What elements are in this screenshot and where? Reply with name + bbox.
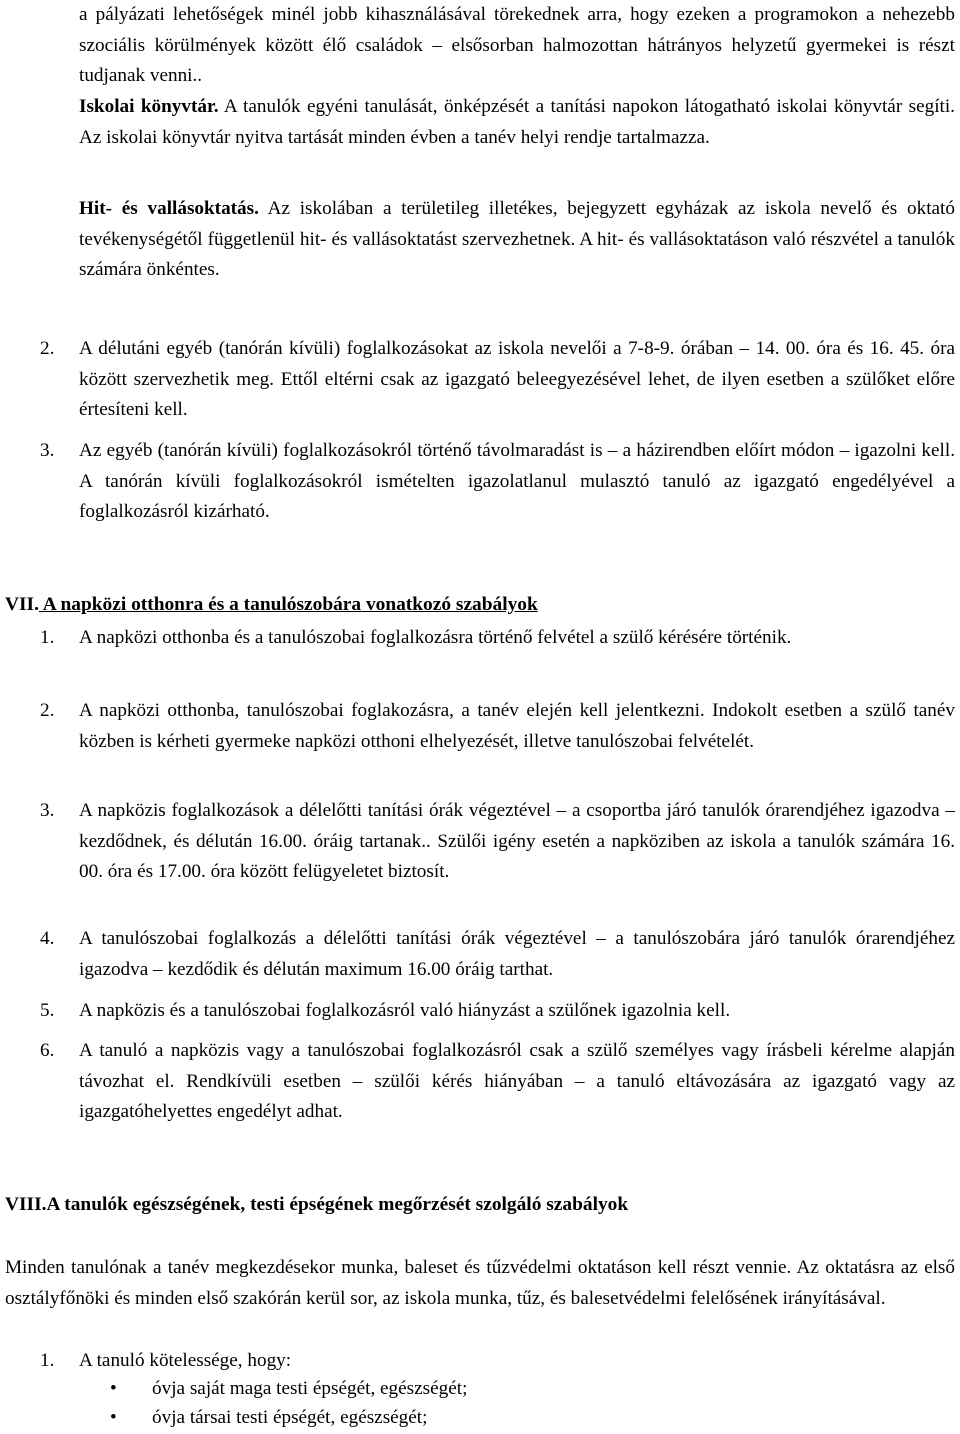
section-vii-title: A napközi otthonra és a tanulószobára vonatkozó szabályok <box>38 594 538 615</box>
bullet-text: óvja saját maga testi épségét, egészségét; <box>152 1378 468 1399</box>
list-number: 2. <box>40 338 55 359</box>
bullet-icon: • <box>110 1378 117 1399</box>
section-viii-intro: Minden tanulónak a tanév megkezdésekor munka, baleset és tűzvédelmi oktatáson kell részt vennie. Az oktatásra az első osztályfőnöki és minden első szakórán kerül sor, az iskola munka, tűz, és balesetvédelmi felelősének irányításával. <box>5 1257 955 1309</box>
section-viii-heading: VIII.A tanulók egészségének, testi épségének megőrzését szolgáló szabályok <box>5 1194 629 1215</box>
continuation-paragraph <box>79 0 955 92</box>
list-item-text: A tanuló a napközis vagy a tanulószobai foglalkozásról csak a szülő személyes vagy írásbeli kérelme alapján távozhat el. Rendkívüli esetben – szülői kérés hiányában – a tanuló eltávozására az igazgató vagy az igazgatóhelyettes engedélyt adhat. <box>79 1040 955 1123</box>
list-number: 5. <box>40 1000 55 1021</box>
list-number: 6. <box>40 1040 55 1061</box>
bullet-text: óvja társai testi épségét, egészségét; <box>152 1407 428 1428</box>
list-item-text: A napközis foglalkozások a délelőtti tanítási órák végeztével – a csoportba járó tanulók órarendjéhez igazodva – kezdődnek, és délután 16.00. óráig tartanak.. Szülői igény esetén a napköziben az iskola a tanulók számára 16. 00. óra és 17.00. óra között felügyeletet biztosít. <box>79 800 955 883</box>
section-vii-roman: VII. <box>5 594 39 615</box>
continuation-text: a pályázati lehetőségek minél jobb kihasználásával törekednek arra, hogy ezeken a programokon a nehezebb szociális körülmények között élő családok – elsősorban halmozottan hátrányos helyzetű gyermekei is részt tudjanak venni.. <box>79 4 955 87</box>
list-item-text: A tanuló kötelessége, hogy: <box>79 1350 292 1371</box>
list-number: 4. <box>40 928 55 949</box>
list-item-text: A napközi otthonba, tanulószobai foglakozásra, a tanév elején kell jelentkezni. Indokolt esetben a szülő tanév közben is kérheti gyermeke napközi otthoni elhelyezését, illetve tanulószobai felvételét. <box>79 700 955 752</box>
list-item-text: A délutáni egyéb (tanórán kívüli) foglalkozásokat az iskola nevelői a 7-8-9. órában – 14. 00. óra és 16. 45. óra között szervezhetik meg. Ettől eltérni csak az igazgató beleegyezésével lehet, de ilyen esetben a szülőket előre értesíteni kell. <box>79 338 955 421</box>
list-item-text: A napközis és a tanulószobai foglalkozásról való hiányzást a szülőnek igazolnia kell. <box>79 1000 731 1021</box>
library-paragraph <box>79 92 955 153</box>
bullet-icon: • <box>110 1407 117 1428</box>
list-item-text: A tanulószobai foglalkozás a délelőtti tanítási órák végeztével – a tanulószobára járó tanulók órarendjéhez igazodva – kezdődik és délután maximum 16.00 óráig tarthat. <box>79 928 955 980</box>
list-number: 1. <box>40 1350 55 1371</box>
list-number: 1. <box>40 627 55 648</box>
library-title: Iskolai könyvtár. <box>79 96 219 117</box>
religion-title: Hit- és vallásoktatás. <box>79 198 259 219</box>
list-number: 3. <box>40 800 55 821</box>
religion-text: Az iskolában a területileg illetékes, bejegyzett egyházak az iskola nevelő és oktató tevékenységétől függetlenül hit- és vallásoktatást szervezhetnek. A hit- és vallásoktatáson való részvétel a tanulók számára önkéntes. <box>79 198 955 281</box>
list-number: 3. <box>40 440 55 461</box>
section-vii-heading <box>5 590 538 621</box>
library-text: A tanulók egyéni tanulását, önképzését a tanítási napokon látogatható iskolai könyvtár segíti. Az iskolai könyvtár nyitva tartását minden évben a tanév helyi rendje tartalmazza. <box>79 96 955 148</box>
list-item-text: Az egyéb (tanórán kívüli) foglalkozásokról történő távolmaradást is – a házirendben előírt módon – igazolni kell. A tanórán kívüli foglalkozásokról ismételten igazolatlanul mulasztó tanuló az igazgató engedélyével a foglalkozásról kizárható. <box>79 440 955 523</box>
religion-paragraph <box>79 194 955 286</box>
list-number: 2. <box>40 700 55 721</box>
list-item-text: A napközi otthonba és a tanulószobai foglalkozásra történő felvétel a szülő kérésére történik. <box>79 627 792 648</box>
